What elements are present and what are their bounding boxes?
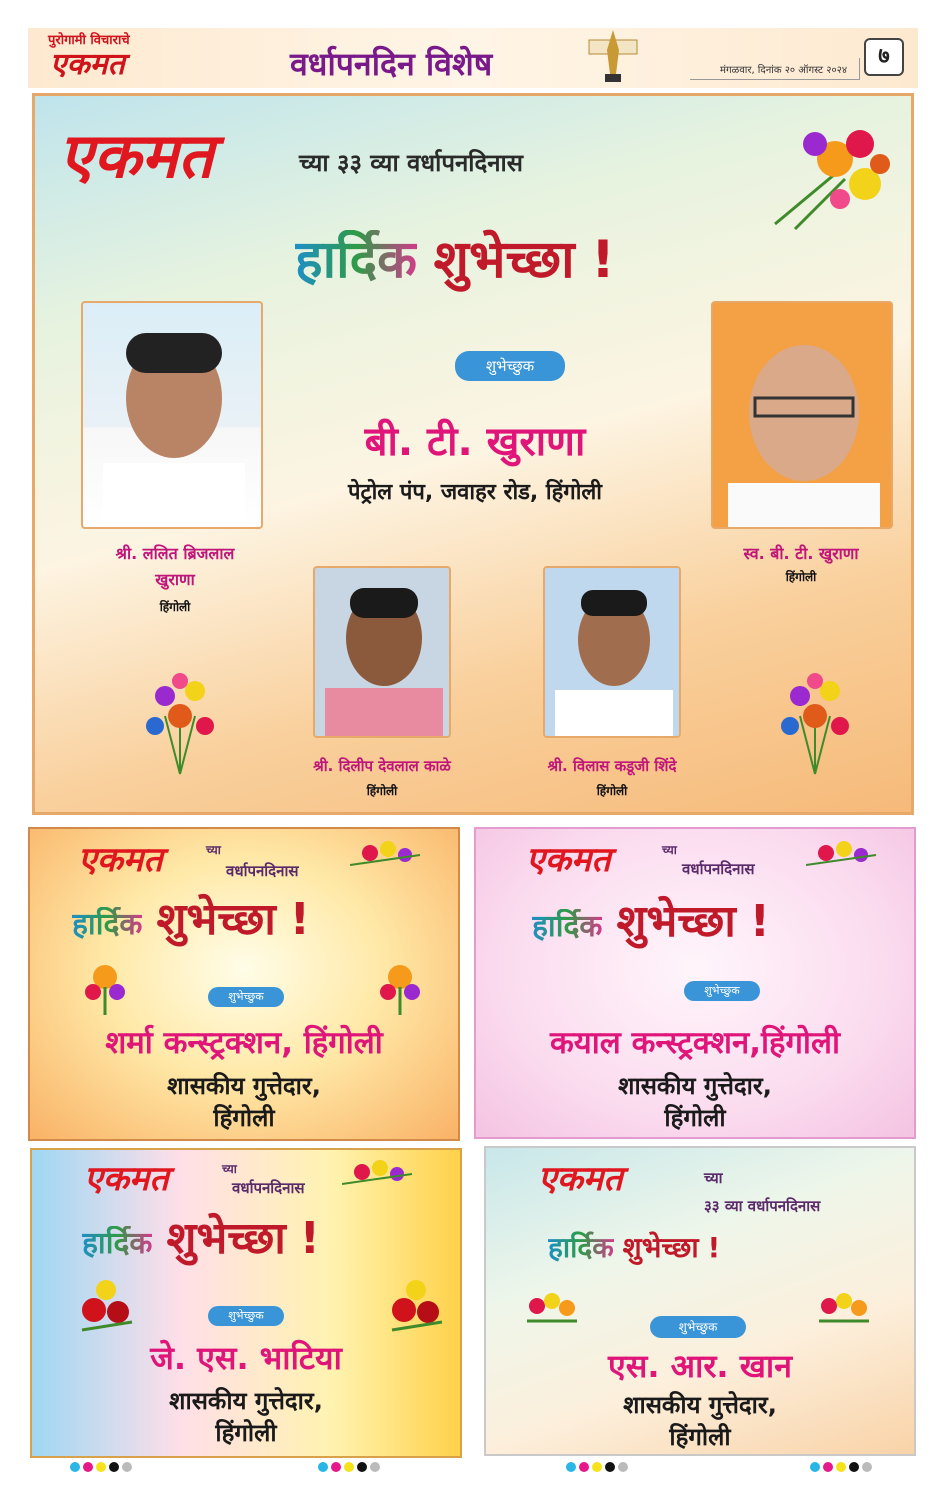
flower-bouquet-icon [75, 947, 135, 1017]
exclamation-mark: ! [299, 1213, 320, 1264]
advertiser-name: एस. आर. खान [608, 1347, 792, 1385]
person-name: श्री. ललित ब्रिजलाल [115, 544, 235, 563]
ad-greeting [548, 1228, 720, 1266]
shubhechhuk-badge: शुभेच्छुक [684, 981, 760, 1001]
main-ad-brand: एकमत [59, 119, 214, 192]
portrait-photo [313, 566, 451, 738]
page-header [28, 28, 918, 88]
ad-brand: एकमत [84, 1159, 169, 1199]
registration-marks [70, 1462, 132, 1474]
rose-icon [72, 1272, 142, 1332]
flower-bouquet-icon [370, 947, 430, 1017]
exclamation-mark: ! [749, 896, 770, 947]
advertisement-bhatia [30, 1148, 462, 1458]
advertisement-sharma [28, 827, 460, 1141]
exclamation-mark: ! [289, 894, 310, 945]
page-number: ७ [864, 38, 904, 76]
main-ad-anniversary-line: च्या ३३ व्या वर्धापनदिनास [299, 149, 524, 177]
hardik-text: हार्दिक [548, 1231, 614, 1264]
ad-greeting [82, 1206, 320, 1266]
masthead-logo: एकमत [50, 47, 125, 82]
ad-brand: एकमत [538, 1159, 623, 1199]
registration-marks [318, 1462, 380, 1474]
advertisement-kayal [474, 827, 916, 1139]
advertiser-title: शासकीय गुत्तेदार, [167, 1072, 321, 1100]
rose-icon [382, 1272, 452, 1332]
greeter-name: बी. टी. खुराणा [364, 419, 586, 465]
flower-bouquet-icon [125, 656, 235, 776]
advertiser-place: हिंगोली [215, 1419, 277, 1447]
date-line: मंगळवार, दिनांक २० ऑगस्ट २०२४ [690, 58, 860, 80]
hardik-text: हार्दिक [295, 230, 418, 290]
person-name: श्री. दिलीप देवलाल काळे [313, 757, 451, 775]
ad-brand: एकमत [78, 840, 163, 880]
ad-chya: च्या [222, 1162, 237, 1176]
ad-line: वर्धापनदिनास [682, 860, 755, 878]
masthead-tagline: पुरोगामी विचाराचे [48, 33, 130, 48]
person-name: श्री. विलास कडूजी शिंदे [547, 757, 677, 775]
shubhechha-text: शुभेच्छा [616, 896, 736, 947]
shubhechhuk-badge: शुभेच्छुक [208, 1306, 284, 1326]
advertisement-khan [484, 1146, 916, 1456]
person-place: हिंगोली [596, 784, 628, 798]
trophy-icon [583, 30, 643, 84]
person-place: हिंगोली [159, 600, 191, 614]
flower-bouquet-icon [765, 114, 895, 234]
advertiser-name: शर्मा कन्स्ट्रक्शन, हिंगोली [105, 1025, 383, 1061]
registration-marks [810, 1462, 872, 1474]
special-edition-title: वर्धापनदिन विशेष [290, 45, 493, 83]
shubhechha-text: शुभेच्छा [156, 894, 276, 945]
flower-spray-icon [806, 835, 886, 871]
flower-bouquet-icon [814, 1286, 874, 1326]
ad-brand: एकमत [526, 840, 611, 880]
person-place: हिंगोली [366, 784, 398, 798]
ad-chya: च्या [206, 843, 221, 857]
portrait-photo [81, 301, 263, 529]
advertiser-name: जे. एस. भाटिया [150, 1339, 342, 1377]
ad-chya: च्या [662, 843, 677, 857]
advertiser-title: शासकीय गुत्तेदार, [618, 1072, 772, 1100]
ad-line: ३३ व्या वर्धापनदिनास [704, 1197, 821, 1215]
advertiser-title: शासकीय गुत्तेदार, [623, 1391, 777, 1419]
ad-greeting [532, 889, 770, 949]
shubhechhuk-badge: शुभेच्छुक [455, 351, 565, 381]
main-advertisement [32, 93, 914, 815]
shubhechhuk-badge: शुभेच्छुक [650, 1316, 746, 1338]
advertiser-place: हिंगोली [669, 1423, 731, 1451]
shubhechhuk-badge: शुभेच्छुक [208, 987, 284, 1007]
hardik-text: हार्दिक [72, 907, 143, 942]
flower-bouquet-icon [522, 1286, 582, 1326]
flower-spray-icon [342, 1154, 422, 1190]
hardik-text: हार्दिक [532, 909, 603, 944]
person-name: स्व. बी. टी. खुराणा [743, 544, 859, 563]
portrait-photo [543, 566, 681, 738]
advertiser-place: हिंगोली [213, 1104, 275, 1132]
exclamation-mark: ! [707, 1231, 721, 1264]
ad-greeting [72, 887, 310, 947]
advertiser-title: शासकीय गुत्तेदार, [169, 1387, 323, 1415]
shubhechha-text: शुभेच्छा [622, 1231, 699, 1264]
shubhechha-text: शुभेच्छा [433, 230, 575, 290]
ad-line: वर्धापनदिनास [226, 862, 299, 880]
portrait-photo [711, 301, 893, 529]
advertiser-place: हिंगोली [664, 1104, 726, 1132]
shubhechha-text: शुभेच्छा [166, 1213, 286, 1264]
person-name-cont: खुराणा [155, 570, 195, 589]
exclamation-mark: ! [591, 230, 615, 290]
flower-spray-icon [350, 835, 430, 871]
greeter-address: पेट्रोल पंप, जवाहर रोड, हिंगोली [347, 480, 603, 505]
person-place: हिंगोली [785, 570, 817, 584]
hardik-text: हार्दिक [82, 1226, 153, 1261]
registration-marks [566, 1462, 628, 1474]
ad-chya: च्या [704, 1169, 723, 1187]
main-ad-greeting [295, 222, 615, 293]
advertiser-name: कयाल कन्स्ट्रक्शन,हिंगोली [549, 1025, 840, 1061]
flower-bouquet-icon [760, 656, 870, 776]
ad-line: वर्धापनदिनास [232, 1179, 305, 1197]
